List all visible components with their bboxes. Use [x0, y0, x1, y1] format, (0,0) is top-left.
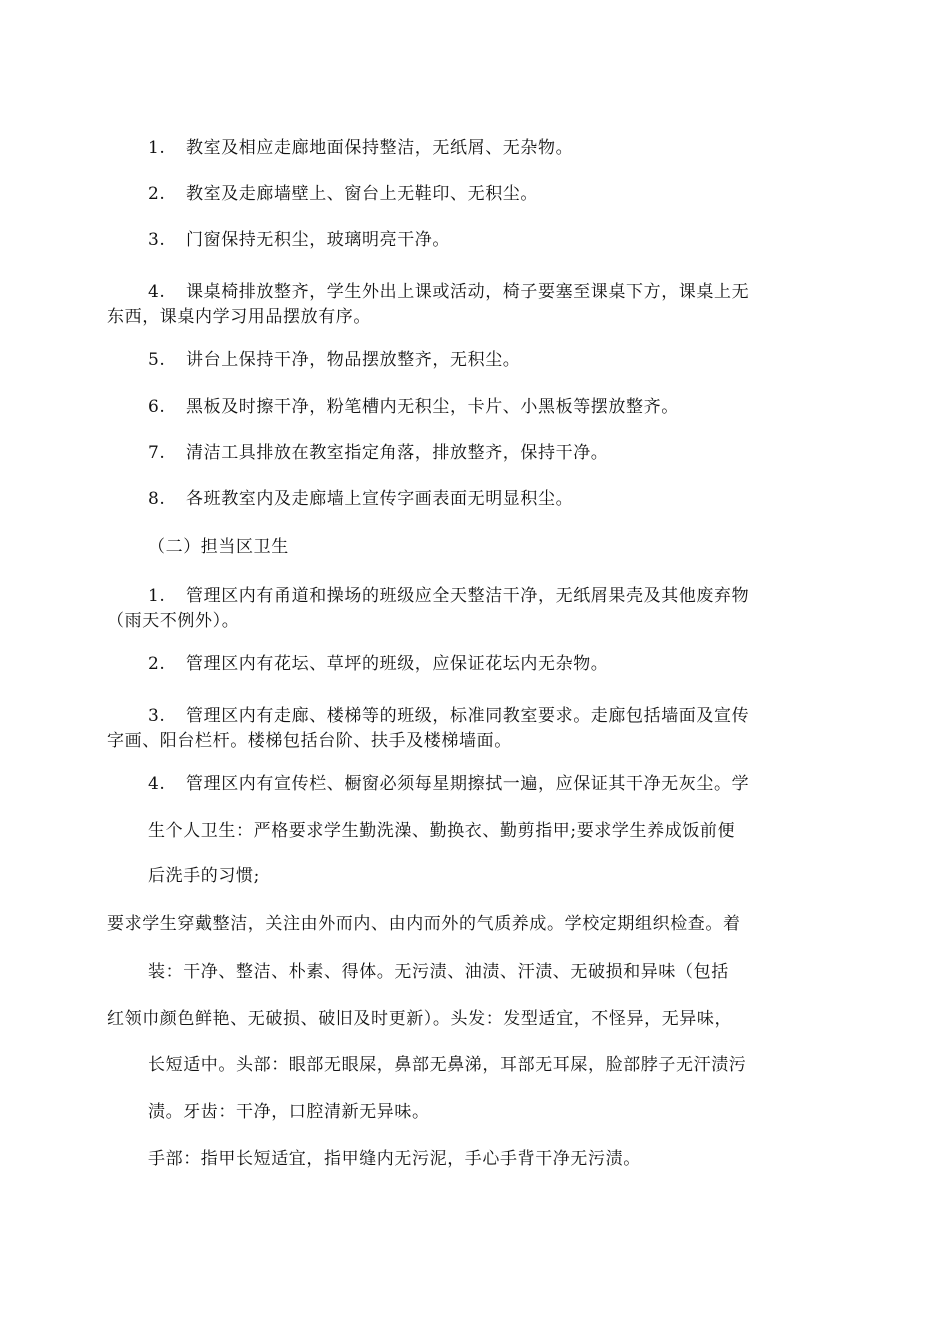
personal-hygiene-line-4: 装：干净、整洁、朴素、得体。无污渍、油渍、汗渍、无破损和异味（包括	[148, 962, 729, 982]
classroom-item-8	[148, 487, 573, 511]
area-item-3	[148, 704, 749, 728]
item-number: 4.	[148, 282, 166, 302]
item-text: 管理区内有花坛、草坪的班级，应保证花坛内无杂物。	[186, 654, 609, 674]
item-number: 5.	[148, 350, 166, 370]
item-text: 管理区内有甬道和操场的班级应全天整洁干净，无纸屑果壳及其他废弃物	[186, 586, 750, 606]
area-item-4	[148, 772, 749, 796]
personal-hygiene-line-5: 红领巾颜色鲜艳、无破损、破旧及时更新）。头发：发型适宜，不怪异，无异味，	[107, 1009, 733, 1029]
area-item-2	[148, 652, 608, 676]
classroom-item-3	[148, 228, 450, 252]
item-text: 清洁工具排放在教室指定角落，排放整齐，保持干净。	[186, 443, 609, 463]
classroom-item-4	[148, 280, 749, 304]
section-heading: （二）担当区卫生	[148, 537, 289, 557]
classroom-item-4-continued: 东西，课桌内学习用品摆放有序。	[107, 307, 371, 327]
personal-hygiene-line-6: 长短适中。头部：眼部无眼屎，鼻部无鼻涕，耳部无耳屎，脸部脖子无汗渍污	[148, 1055, 747, 1075]
item-number: 1.	[148, 138, 166, 158]
personal-hygiene-line-2: 后洗手的习惯;	[148, 866, 260, 886]
item-number: 6.	[148, 397, 166, 417]
personal-hygiene-line-8: 手部：指甲长短适宜，指甲缝内无污泥，手心手背干净无污渍。	[148, 1149, 641, 1169]
personal-hygiene-line-1: 生个人卫生：严格要求学生勤洗澡、勤换衣、勤剪指甲;要求学生养成饭前便	[148, 821, 736, 841]
classroom-item-7	[148, 441, 608, 465]
personal-hygiene-line-3: 要求学生穿戴整洁，关注由外而内、由内而外的气质养成。学校定期组织检查。着	[107, 914, 741, 934]
classroom-item-6	[148, 395, 679, 419]
area-item-1	[148, 584, 749, 608]
item-text: 教室及相应走廊地面保持整洁，无纸屑、无杂物。	[186, 138, 574, 158]
item-text: 门窗保持无积尘，玻璃明亮干净。	[186, 230, 450, 250]
item-number: 8.	[148, 489, 166, 509]
item-text: 黑板及时擦干净，粉笔槽内无积尘，卡片、小黑板等摆放整齐。	[186, 397, 679, 417]
item-text: 各班教室内及走廊墙上宣传字画表面无明显积尘。	[186, 489, 574, 509]
item-text: 管理区内有走廊、楼梯等的班级，标准同教室要求。走廊包括墙面及宣传	[186, 706, 750, 726]
area-item-3-continued: 字画、阳台栏杆。楼梯包括台阶、扶手及楼梯墙面。	[107, 731, 512, 751]
area-item-1-continued: （雨天不例外）。	[107, 611, 240, 631]
item-number: 7.	[148, 443, 166, 463]
item-number: 2.	[148, 654, 166, 674]
item-number: 4.	[148, 774, 166, 794]
item-number: 3.	[148, 230, 166, 250]
classroom-item-2	[148, 182, 538, 206]
item-text: 课桌椅排放整齐，学生外出上课或活动，椅子要塞至课桌下方，课桌上无	[186, 282, 750, 302]
item-text: 教室及走廊墙壁上、窗台上无鞋印、无积尘。	[186, 184, 538, 204]
classroom-item-5	[148, 348, 520, 372]
classroom-item-1	[148, 136, 573, 160]
item-number: 3.	[148, 706, 166, 726]
item-text: 管理区内有宣传栏、橱窗必须每星期擦拭一遍，应保证其干净无灰尘。学	[186, 774, 750, 794]
personal-hygiene-line-7: 渍。牙齿：干净，口腔清新无异味。	[148, 1102, 430, 1122]
item-number: 2.	[148, 184, 166, 204]
item-text: 讲台上保持干净，物品摆放整齐，无积尘。	[186, 350, 521, 370]
item-number: 1.	[148, 586, 166, 606]
